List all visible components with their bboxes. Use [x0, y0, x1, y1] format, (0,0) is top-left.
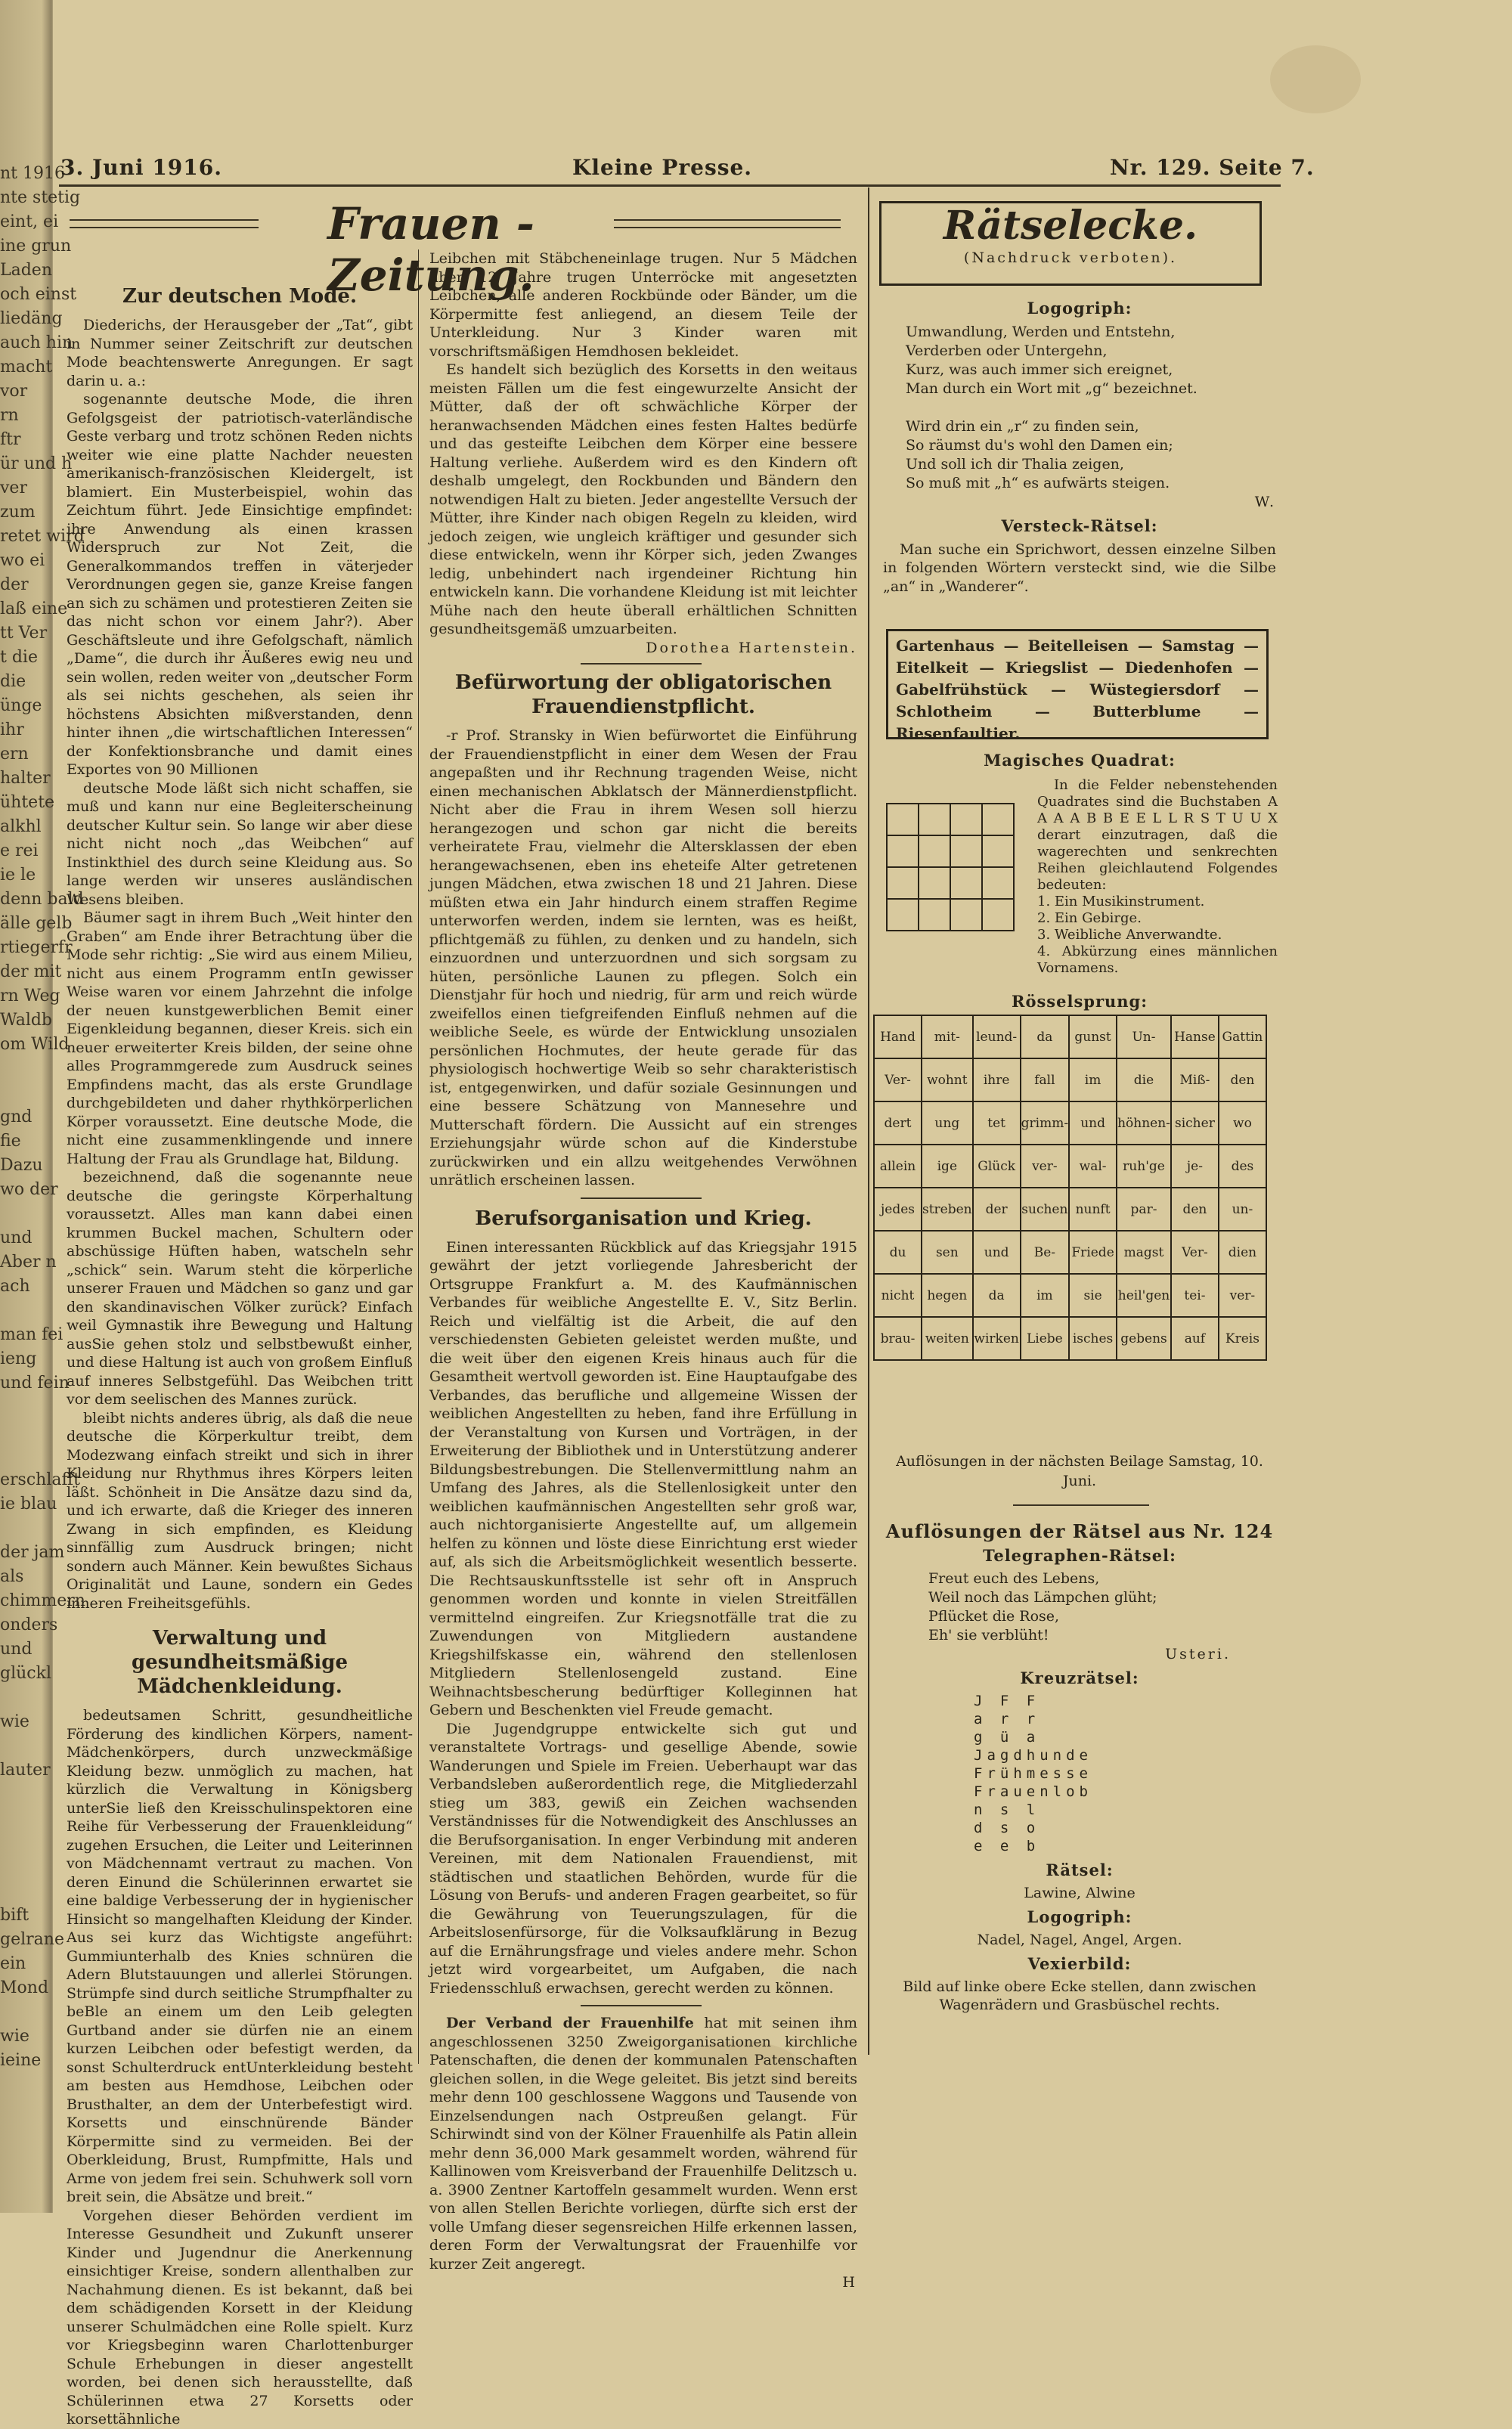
fragment: der mit — [0, 962, 62, 981]
fragment: vor — [0, 382, 28, 401]
logogriph-signature: W. — [1254, 493, 1276, 510]
grid-row — [874, 1058, 1266, 1101]
fragment: ern — [0, 745, 29, 764]
verse-line: Man durch ein Wort mit „g“ bezeichnet. — [906, 380, 1198, 397]
grid-cell: dert — [874, 1101, 922, 1145]
grid-cell: weiten — [922, 1317, 973, 1360]
fragment: Dazu — [0, 1156, 43, 1175]
kreuz-line: n s l — [974, 1802, 1040, 1818]
grid-cell: wal- — [1069, 1145, 1117, 1188]
grid-cell: allein — [874, 1145, 922, 1188]
grid-cell: ver- — [1219, 1274, 1266, 1317]
masthead-rule — [614, 219, 841, 221]
magic-item: 3. Weibliche Anverwandte. — [1037, 927, 1222, 943]
fragment: chimmern — [0, 1591, 85, 1610]
grid-cell: magst — [1117, 1231, 1171, 1274]
fragment: laß eine — [0, 600, 68, 618]
verse-line: So muß mit „h“ es aufwärts steigen. — [906, 474, 1170, 491]
article-body-frauenhilfe: hat mit seinen ihm angeschlossenen 3250 Zweigorganisationen kirchliche Patenschaften, die denen der kommunalen Patenschaften gleichen sollen, in die Wege geleitet. Bis jetzt sind bereits mehr denn 100 geschlossene Waggons und Tausende von Einzelsendungen nach Ostpreußen gelangt. Für Schirwindt sind von der Kölner Frauenhilfe als Patin allein mehr denn 36,000 Mark gesammelt worden, während für Kallinowen vom Kreisverband der Frauenhilfe Delitzsch u. a. 3900 Zentner Kartoffeln gesammelt wurden. Wenn erst von allen Stellen Berichte vorliegen, dürfte sich erst der volle Umfang dieser segensreichen Hilfe erkennen lassen, deren Form der Verwaltungsrat der Frauenhilfe vor kurzer Zeit angeregt. — [429, 2015, 858, 2273]
grid-cell: den — [1219, 1058, 1266, 1101]
verse-line: So räumst du's wohl den Damen ein; — [906, 436, 1173, 454]
fragment: lauter — [0, 1761, 51, 1780]
header-paper-name: Kleine Presse. — [572, 155, 753, 180]
magic-item: 1. Ein Musikinstrument. — [1037, 894, 1205, 909]
grid-cell: im — [1069, 1058, 1117, 1101]
grid-cell: Miß- — [1171, 1058, 1219, 1101]
fragment: nte stetig — [0, 188, 81, 207]
grid-cell: sen — [922, 1231, 973, 1274]
author-signature: Dorothea Hartenstein. — [646, 639, 857, 656]
grid-cell: Hand — [874, 1015, 922, 1058]
kreuz-line: Frühmesse — [974, 1765, 1092, 1782]
header-issue: Nr. 129. Seite 7. — [1110, 155, 1315, 180]
verse-line: Und soll ich dir Thalia zeigen, — [906, 455, 1124, 472]
grid-cell: da — [973, 1274, 1021, 1317]
grid-cell: und — [1069, 1101, 1117, 1145]
header-rule — [59, 184, 1281, 187]
kreuz-line: Frauenlob — [974, 1783, 1092, 1800]
fragment: ine grun — [0, 237, 72, 256]
fragment: bift — [0, 1906, 29, 1925]
stain — [1270, 45, 1361, 113]
kreuz-line: e e b — [974, 1838, 1040, 1854]
verse-line: Umwandlung, Werden und Entstehn, — [906, 323, 1176, 340]
fragment: zum — [0, 503, 36, 522]
separator — [581, 1197, 702, 1199]
fragment: Waldb — [0, 1011, 53, 1030]
verse-line: Eh' sie verblüht! — [928, 1627, 1049, 1644]
grid-cell: wo — [1219, 1101, 1266, 1145]
grid-cell: Glück — [973, 1145, 1021, 1188]
author-signature: H — [842, 2274, 857, 2291]
grid-cell: fall — [1021, 1058, 1069, 1101]
article-body-frauendienst: -r Prof. Stransky in Wien befürwortet die Einführung der Frauendienstpflicht in einer dem Wesen der Frau angepaßten und ihr Rechnung tragenden Weise, nicht einen mechanischen Abklatsch der Männerdienstpflicht. Nicht aber die Frau in ihrem Wesen soll hierzu herangezogen und schon gar nicht die bereits verheiratete Frau, vielmehr die Altersklassen der eben herangewachsenen, eben ins eheteife Alter getretenen jungen Mädchen, etwa zwischen 18 und 21 Jahren. Diese müßten etwa ein Jahr hindurch einem straffen Regime unterworfen werden, indem sie lernten, was es heißt, pflichtgemäß zu fühlen, zu denken und zu handeln, sich einzuordnen und unterzuordnen und sich sorgsam zu hüten, persönliche Launen zu pflegen. Solch ein Dienstjahr für hoch und niedrig, für arm und reich würde zweifellos einen tiefgreifenden Einfluß nehmen auf die weibliche Seele, es würde der Entwicklung unsozialen persönlichen Hochmutes, der heute gerade für das physiologisch hochwertige Weib so sehr charakteristisch ist, entgegenwirken, und dafür soziale Gesinnungen und eine bessere Schätzung von Mannesehre und Mutterschaft fördern. Die Aussicht auf ein strenges Erziehungsjahr würde schon auf die Kinderstube zurückwirken und ein allzu weitgehendes Verwöhnen unrätlich erscheinen lassen. — [429, 727, 857, 1188]
grid-cell: wohnt — [922, 1058, 973, 1101]
grid-cell: leund- — [973, 1015, 1021, 1058]
telegraph-verse — [883, 1569, 1276, 1645]
verse-line — [906, 398, 1276, 417]
fragment: ein — [0, 1954, 26, 1973]
fragment: retet wird — [0, 527, 85, 546]
grid-cell: brau- — [874, 1317, 922, 1360]
fragment: der — [0, 575, 29, 594]
fragment: halter — [0, 769, 51, 788]
fragment: erschlafft — [0, 1470, 80, 1489]
vexier-solution: Bild auf linke obere Ecke stellen, dann zwischen Wagenrädern und Grasbüschel rechts. — [903, 1978, 1256, 2013]
grid-cell: dien — [1219, 1231, 1266, 1274]
grid-cell: par- — [1117, 1188, 1171, 1231]
grid-cell: Gattin — [1219, 1015, 1266, 1058]
magic-item: 2. Ein Gebirge. — [1037, 910, 1142, 926]
grid-cell: Ver- — [1171, 1231, 1219, 1274]
grid-cell: ihre — [973, 1058, 1021, 1101]
fragment: och einst — [0, 285, 77, 304]
fragment: auch hin — [0, 333, 73, 352]
versteck-words: Gartenhaus — Beitelleisen — Samstag — Eitelkeit — Kriegslist — Diedenhofen — Gabelfrühstück — Wüstegiersdorf — Schlotheim — Butterblume — Riesenfaultier. — [896, 637, 1259, 742]
paragraph: bleibt nichts anderes übrig, als daß die neue deutsche die Körperkultur treibt, dem Modezwang einfach streikt und sich in ihrer Kleidung nur Rhythmus ihres Körpers leiten läßt. Schönheit in Die Ansätze dazu sind da, und ich erwarte, daß die Krieger des inneren Zwang in sich empfinden, es Kleidung sinnfällig zum Ausdruck bringen; nicht sondern auch Männer. Kein bewußtes Sichaus Originalität und Laune, sondern ein Gedes inneren Freiheitsgefühls. — [67, 1409, 413, 1612]
grid-cell: tet — [973, 1101, 1021, 1145]
grid-cell: isches — [1069, 1317, 1117, 1360]
fragment: und — [0, 1640, 33, 1659]
article-body-berufsorganisation: Einen interessanten Rückblick auf das Kriegsjahr 1915 gewährt der jetzt vorliegende Jahresbericht der Ortsgruppe Frankfurt a. M. des Kaufmännischen Verbandes für weibliche Angestellte E. V., Sitz Berlin. Reich und vielfältig ist die Arbeit, die auf den verschiedensten Gebieten geleistet werden mußte, und die weit über den eigenen Kreis hinaus auch für die Gesamtheit wertvoll geworden ist. Eine Hauptaufgabe des Verbandes, das berufliche und allgemeine Wissen der weiblichen Angestellten zu heben, fand ihre Erfüllung in der Veranstaltung von Kursen und Vorträgen, in der Erweiterung der Bibliothek und in Unterstützung anderer Bildungsbestrebungen. Die Stellenvermittlung nahm an Umfang des Jahres, als die Stellenlosigkeit unter den weiblichen kaufmännischen Angestellten sehr groß war, auch nichtorganisierte Angestellte auf, um allgemein helfen zu können und löste diese Einrichtung erst wieder auf, als sich die Arbeitsmöglichkeit wesentlich besserte. Die Rechtsauskunftsstelle ist sehr oft in Anspruch genommen worden und konnte in vielen Streitfällen vermittelnd eingreifen. Zur Kriegsnotfälle trat die zu Zuwendungen von Mitgliedern austandene Kriegshilfskasse ein, während den stellenlosen Mitgliedern Stellenlosengeld zustand. Eine Weihnachtsbescherung bedürftiger Kolleginnen hat Gebern und Beschenkten viel Freude gemacht. — [429, 1238, 857, 1718]
grid-cell: un- — [1219, 1188, 1266, 1231]
versteck-title: Versteck-Rätsel: — [1001, 516, 1158, 535]
article-body-berufsorganisation: Die Jugendgruppe entwickelte sich gut und veranstaltete Vortrags- und gesellige Abende, sowie Wanderungen und Spiele im Freien. Ueberhaupt war das Verbandsleben außerordentlich rege, die Mitgliederzahl stieg um 383, gewiß ein Zeichen wachsenden Verständnisses für die Notwendigkeit des Anschlusses an die Berufsorganisation. In enger Verbindung mit anderen Vereinen, mit dem Nationalen Frauendienst, mit städtischen und staatlichen Behörden, wurde für die Lösung von Berufs- und anderen Fragen gearbeitet, so für die Gewährung von Teuerungszulagen, für die Arbeitslosenfürsorge, für die Volksaufklärung in Bezug auf die Ernährungsfrage und vieles andere mehr. Schon jetzt wird vorgearbeitet, um Aufgaben, die nach Friedensschluß erwachsen, gerecht werden zu können. — [429, 1720, 857, 1997]
vexier-title: Vexierbild: — [1027, 1954, 1132, 1973]
fragment: der jam — [0, 1543, 65, 1562]
grid-row — [874, 1317, 1266, 1360]
grid-row — [874, 1274, 1266, 1317]
grid-cell: Un- — [1117, 1015, 1171, 1058]
kreuz-line: a r r — [974, 1711, 1040, 1727]
grid-cell: den — [1171, 1188, 1219, 1231]
grid-row — [874, 1101, 1266, 1145]
fragment: Laden — [0, 261, 52, 280]
verse-line: Pflücket die Rose, — [928, 1608, 1060, 1625]
fragment: fie — [0, 1132, 21, 1151]
grid-cell: sie — [1069, 1274, 1117, 1317]
grid-cell: Ver- — [874, 1058, 922, 1101]
fragment: ver — [0, 479, 27, 497]
grid-cell: die — [1117, 1058, 1171, 1101]
raetsel-title: Rätsel: — [1046, 1860, 1114, 1879]
fragment: ür und h — [0, 454, 73, 473]
grid-cell: du — [874, 1231, 922, 1274]
fragment: ftr — [0, 430, 21, 449]
grid-cell: ung — [922, 1101, 973, 1145]
grid-row — [874, 1015, 1266, 1058]
grid-cell: suchen — [1021, 1188, 1069, 1231]
solutions-title: Auflösungen der Rätsel aus Nr. 124 — [885, 1520, 1274, 1542]
logogriph-verse — [883, 323, 1276, 493]
column-divider — [418, 249, 419, 2064]
roesselsprung-grid — [873, 1015, 1267, 1361]
fragment: ihr — [0, 720, 24, 739]
fragment: und fein — [0, 1374, 70, 1393]
article-title-berufsorganisation: Berufsorganisation und Krieg. — [475, 1207, 812, 1230]
magic-square-items — [1037, 894, 1278, 977]
fragment: ünge — [0, 696, 42, 715]
separator — [581, 2005, 702, 2006]
fragment: wie — [0, 2027, 29, 2046]
grid-cell: der — [973, 1188, 1021, 1231]
grid-row — [874, 1145, 1266, 1188]
grid-row — [874, 1188, 1266, 1231]
grid-cell: gunst — [1069, 1015, 1117, 1058]
fragment: Mond — [0, 1978, 49, 1997]
fragment: e rei — [0, 841, 39, 860]
article-title-frauendienst: Befürwortung der obligatorischen Frauendienstpflicht. — [454, 671, 832, 718]
grid-cell: Hanse — [1171, 1015, 1219, 1058]
fragment: eint, ei — [0, 212, 59, 231]
continued-text: Es handelt sich bezüglich des Korsetts in den weitaus meisten Fällen um die fest eingewurzelte Ansicht der Mütter, daß der oft schwächliche Körper der heranwachsenden Mädchen eines festen Haltes bedürfe und das gesteifte Leibchen dem Körper eine bessere Haltung verliehe. Außerdem wird es den Kindern oft deshalb umgelegt, den Rockbunden und Bändern den notwendigen Halt zu bieten. Jeder angestellte Versuch der Mütter, ihre Kinder nach obigen Regeln zu kleiden, wird jedoch zeigen, wie ungleich kräftiger und gesunder sich diese entwickeln, wenn ihr Körper sich, jeden Zwanges ledig, unbehindert nach irgendeiner Richtung hin entwickeln kann. Die vorhandene Kleidung ist mit leichter Mühe nach den heute überall erhältlichen Schnitten gesundheitsgemäß umzuarbeiten. — [429, 361, 857, 637]
magic-square-title: Magisches Quadrat: — [984, 751, 1176, 770]
masthead-rule — [614, 227, 841, 228]
magic-square-grid — [886, 803, 1015, 931]
kreuz-solution — [883, 1692, 1276, 1855]
fragment: macht — [0, 358, 53, 376]
continued-text: Leibchen mit Stäbcheneinlage trugen. Nur 5 Mädchen über 12 Jahre trugen Unterröcke mit angesetzten Leibchen, alle anderen Rockbünde oder Bänder, um die Körpermitte fest anliegend, an diesem Teile der Unterkleidung. Nur 3 Kinder waren mit vorschriftsmäßigen Hemdhosen bekleidet. — [429, 250, 857, 360]
grid-cell: streben — [922, 1188, 973, 1231]
fragment: tt Ver — [0, 624, 48, 643]
fragment: glückl — [0, 1664, 51, 1683]
magic-square-text — [1037, 777, 1278, 977]
column-divider — [868, 187, 869, 2055]
logogriph2-solution: Nadel, Nagel, Angel, Argen. — [977, 1932, 1182, 1948]
grid-cell: heil'gen — [1117, 1274, 1171, 1317]
grid-cell: ver- — [1021, 1145, 1069, 1188]
fragment: ie le — [0, 866, 36, 885]
telegraph-signature: Usteri. — [1165, 1646, 1231, 1662]
kreuz-line: J F F — [974, 1693, 1040, 1709]
solutions-note: Auflösungen in der nächsten Beilage Samstag, 10. Juni. — [896, 1453, 1263, 1489]
header-date: 3. Juni 1916. — [60, 155, 223, 180]
fragment: gelrane — [0, 1930, 64, 1949]
grid-cell: gebens — [1117, 1317, 1171, 1360]
fragment: als — [0, 1567, 24, 1586]
grid-cell: und — [973, 1231, 1021, 1274]
fragment: onders — [0, 1616, 58, 1634]
paragraph: bezeichnend, daß die sogenannte neue deutsche die geringste Körperhaltung voraussetzt. Alles man kann dabei einen krummen Buckel machen, Schultern oder abschüssige Hüften haben, watscheln sehr „schick“ sein. Warum steht die körperliche unserer Frauen und Mädchen so ganz und gar den skandinavischen Völker zurück? Einfach weil Gymnastik ihre Bewegung und Haltung ausSie gehen stolz und selbstbewußt einher, und diese Haltung ist auch von großem Einfluß auf inneres Selbstgefühl. Das Weibchen tritt vor dem seelischen des Mannes zurück. — [67, 1169, 413, 1408]
masthead-rule — [70, 227, 259, 228]
article-body-mode — [67, 316, 413, 1613]
kreuz-line: g ü a — [974, 1729, 1040, 1746]
paragraph: Bäumer sagt in ihrem Buch „Weit hinter den Graben“ am Ende ihrer Betrachtung über die Mode sehr richtig: „Sie wird aus einem Milieu, nicht aus einem Programm entIn gewisser Weise waren vor einem Jahrzehnt die infolge der neuen kunstgewerblichen Bemit einer Eigenkleidung begannen, dieser Kreis. sich ein neuer erweiterter Kreis bilden, der seine ohne alles Programmgerede zum Ausdruck seines Empfindens macht, das als erste Grundlage durchgebildeten und daher rhythkörperlichen Körper voraussetzt. Eine deutsche Mode, die nicht eine zusammenklingende und innere Haltung der Frau als Grundlage hat, Bildung. — [67, 909, 413, 1167]
logogriph-title: Logogriph: — [1027, 299, 1132, 318]
fragment: denn bald — [0, 890, 84, 909]
magic-item: 4. Abkürzung eines männlichen Vornamens. — [1037, 943, 1278, 976]
article-title-mode: Zur deutschen Mode. — [122, 285, 358, 308]
fragment: Aber n — [0, 1253, 57, 1272]
grid-cell: Be- — [1021, 1231, 1069, 1274]
grid-cell: höhnen- — [1117, 1101, 1171, 1145]
verse-line: Wird drin ein „r“ zu finden sein, — [906, 417, 1139, 435]
magic-square-instructions: In die Felder nebenstehenden Quadrates sind die Buchstaben A A A A B B E E L L R S T U U X derart einzutragen, daß die wagerechten und senkrechten Reihen gleichlautend Folgendes bedeuten: — [1037, 777, 1278, 893]
logogriph2-title: Logogriph: — [1027, 1907, 1132, 1926]
verse-line: Freut euch des Lebens, — [928, 1570, 1100, 1587]
article-body-maedchenkleidung — [67, 1706, 413, 2429]
fragment: wie — [0, 1712, 29, 1731]
paragraph: Diederichs, der Herausgeber der „Tat“, gibt in Nummer seiner Zeitschrift zur deutschen Mode beachtenswerte Anregungen. Er sagt darin u. a.: — [67, 317, 413, 389]
fragment: ie blau — [0, 1495, 57, 1513]
separator — [581, 663, 702, 665]
fragment: wo ei — [0, 551, 45, 570]
kreuz-line: d s o — [974, 1820, 1040, 1836]
grid-cell: je- — [1171, 1145, 1219, 1188]
grid-row — [874, 1231, 1266, 1274]
grid-cell: Friede — [1069, 1231, 1117, 1274]
column-1 — [67, 280, 413, 2427]
roesselsprung-title: Rösselsprung: — [1012, 992, 1148, 1011]
column-2 — [429, 249, 858, 2291]
fragment: rtiegerfr — [0, 938, 73, 957]
paragraph: bedeutsamen Schritt, gesundheitliche Förderung des kindlichen Körpers, nament-Mädchenkörpers, durch unzweckmäßige Kleidung bezw. unmöglich zu machen, hat kürzlich die Verwaltung in Königsberg unterSie ließ den Kreisschulinspektoren eine Reihe für Verbesserung der Frauenkleidung“ zugehen Ersuchen, die Leiter und Leiterinnen von Mädchennamt vertraut zu machen. Von deren Einund die Schülerinnen erwartet sie eine baldige Verbesserung der in hygienischer Hinsicht so mangelhaften Kleidung der Kinder. Aus sei kurz das Wichtigste angeführt: Gummiunterhalb des Knies schnüren die Adern Blutstauungen und allerlei Störungen. Strümpfe sind durch seitliche Strumpfhalter zu beBle an einem um den Leib gelegten Gurtband ander sie dürfen nie an einem kurzen Leibchen oder befestigt werden, da sonst Schulterdruck entUnterkleidung besteht am besten aus Hemdhose, Leibchen oder Brusthalter, an dem der Unterbefestigt wird. Korsetts und einschnürende Bänder Körpermitte sind zu vermeiden. Bei der Oberkleidung, Brust, Rumpfmitte, Hals und Arme von jedem frei sein. Schuhwerk soll vorn breit sein, die Absätze und breit.“ — [67, 1707, 413, 2205]
paragraph: sogenannte deutsche Mode, die ihren Gefolgsgeist der patriotisch-vaterländische Geste verbarg und trotz schönen Reden nichts weiter wie eine platte Nachder neuesten amerikanisch-französischen Kleidergelt, ist blamiert. Ein Musterbeispiel, wohin das Zeichtum führt. Jede Einsichtige empfindet: ihre Anwendung als einen krassen Widerspruch zur Not Zeit, die Generalkommandos treffen in väterjeder Verordnungen gegen sie, ganze Kreise fangen an sich zu schämen und protestieren Zeiten sie das nicht schon vor einem Jahr?). Aber Geschäftsleute und ihre Gefolgschaft, nämlich „Dame“, die durch ihr Äußeres ewig neu und sein wollen, reden weiter von „deutscher Form als sei nichts geschehen, als seien ihr höchstens Absichten mißverstanden, denn hinter ihnen „die wirtschaftlichen Interessen“ der Konfektionsbranche und damit eines Exportes von 90 Millionen — [67, 391, 413, 778]
solutions-section — [883, 1517, 1276, 2046]
verse-line: Kurz, was auch immer sich ereignet, — [906, 361, 1173, 378]
frauenhilfe-lead: Der Verband der Frauenhilfe — [446, 2015, 694, 2031]
separator — [1013, 1504, 1149, 1506]
fragment: gnd — [0, 1108, 33, 1126]
grid-cell: da — [1021, 1015, 1069, 1058]
grid-cell: nicht — [874, 1274, 922, 1317]
grid-cell: Kreis — [1219, 1317, 1266, 1360]
fragment: ieng — [0, 1349, 37, 1368]
kreuz-line: Jagdhunde — [974, 1747, 1092, 1764]
fragment: t die — [0, 648, 38, 667]
kreuz-title: Kreuzrätsel: — [1020, 1668, 1139, 1687]
fragment: ach — [0, 1277, 30, 1296]
fragment: ieine — [0, 2051, 42, 2070]
masthead-rule — [70, 219, 259, 221]
grid-cell: ruh'ge — [1117, 1145, 1171, 1188]
paragraph: Vorgehen dieser Behörden verdient im Interesse Gesundheit und Zukunft unserer Kinder und Jugendnur die Anerkennung einsichtiger Kreise, sondern allenthalben zur Nachahmung dienen. Es ist bekannt, daß bei dem schädigenden Korsett in der Kleidung unserer Schulmädchen eine Rolle spielt. Kurz vor Kriegsbeginn waren Charlottenburger Schule Erhebungen in dieser angestellt worden, bei denen sich herausstellte, daß Schülerinnen etwa 27 Korsetts oder korsettähnliche — [67, 2207, 413, 2427]
grid-cell: grimm- — [1021, 1101, 1069, 1145]
telegraph-title: Telegraphen-Rätsel: — [983, 1546, 1176, 1565]
grid-cell: hegen — [922, 1274, 973, 1317]
raetsel-solution: Lawine, Alwine — [1024, 1885, 1136, 1901]
grid-cell: jedes — [874, 1188, 922, 1231]
fragment: man fei — [0, 1325, 64, 1344]
fragment: älle gelb — [0, 914, 73, 933]
fragment: die — [0, 672, 26, 691]
fragment: nt 1916 — [0, 164, 65, 183]
article-title-maedchenkleidung: Verwaltung und gesundheitsmäßige Mädchenkleidung. — [131, 1627, 349, 1698]
fragment: rn Weg — [0, 987, 60, 1005]
grid-cell: Liebe — [1021, 1317, 1069, 1360]
grid-cell: im — [1021, 1274, 1069, 1317]
versteck-text: Man suche ein Sprichwort, dessen einzelne Silben in folgenden Wörtern versteckt sind, wie die Silbe „an“ in „Wanderer“. — [883, 541, 1276, 595]
grid-cell: sicher — [1171, 1101, 1219, 1145]
raetselecke-masthead: Rätselecke. — [943, 203, 1198, 249]
verse-line: Verderben oder Untergehn, — [906, 342, 1108, 359]
grid-cell: mit- — [922, 1015, 973, 1058]
grid-cell: ige — [922, 1145, 973, 1188]
fragment: om Wild — [0, 1035, 70, 1054]
paragraph: deutsche Mode läßt sich nicht schaffen, sie muß und kann nur eine Begleiterscheinung deutscher Kultur sein. So lange wir aber diese nicht nicht noch „das Weibchen“ auf Instinkthiel des durch seine Kleidung aus. So lange werden wir unseres ausländischen Wesens bleiben. — [67, 779, 413, 908]
fragment: wo der — [0, 1180, 58, 1199]
fragment: und — [0, 1228, 33, 1247]
grid-cell: tei- — [1171, 1274, 1219, 1317]
fragment: alkhl — [0, 817, 42, 836]
grid-cell: nunft — [1069, 1188, 1117, 1231]
grid-cell: des — [1219, 1145, 1266, 1188]
frauen-zeitung-masthead: Frauen - Zeitung. — [327, 198, 534, 301]
verse-line: Weil noch das Lämpchen glüht; — [928, 1589, 1157, 1606]
fragment: rn — [0, 406, 19, 425]
grid-cell: wirken — [973, 1317, 1021, 1360]
fragment: liedäng — [0, 309, 63, 328]
grid-cell: auf — [1171, 1317, 1219, 1360]
fragment: ühtete — [0, 793, 55, 812]
reprint-notice: (Nachdruck verboten). — [963, 249, 1178, 266]
